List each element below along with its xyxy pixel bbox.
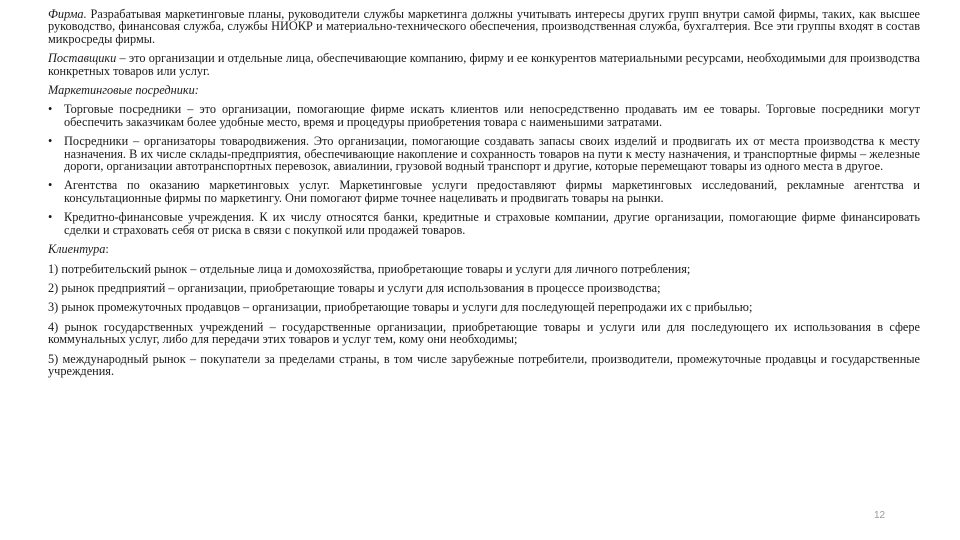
intermediaries-heading: Маркетинговые посредники: xyxy=(48,83,199,98)
bullet-icon: • xyxy=(48,210,53,225)
suppliers-text: – это организации и отдельные лица, обеспечивающие компанию, фирму и ее конкурентов материальными ресурсами, необходимыми для производства конкретных товаров или услуг. xyxy=(48,51,920,78)
clientele-item: 3) рынок промежуточных продавцов – организации, приобретающие товары и услуги для последующей перепродажи их с прибылью; xyxy=(48,300,753,315)
bullet-icon: • xyxy=(48,102,53,117)
intermediary-text: Агентства по оказанию маркетинговых услуг. Маркетинговые услуги предоставляют фирмы маркетинговых исследований, рекламные агентства и консультационные фирмы по маркетингу. Они помогают фирме точнее нацеливать и продвигать товары на рынки. xyxy=(64,178,920,205)
intermediary-item xyxy=(48,179,920,204)
clientele-item: 4) рынок государственных учреждений – государственные организации, приобретающие товары и услуги или для последующего их использования в сфере коммунальных услуг, либо для передачи этих товаров и услуг тем, кому они необходимы; xyxy=(48,319,920,347)
clientele-item: 5) международный рынок – покупатели за пределами страны, в том числе зарубежные потребители, производители, промежуточные продавцы и государственные учреждения. xyxy=(48,351,920,378)
suppliers-lead: Поставщики xyxy=(48,51,117,66)
page-number: 12 xyxy=(874,510,886,521)
intermediary-text: Посредники – организаторы товародвижения. Это организации, помогающие создавать запасы своих изделий и продвигать их от места производства к месту назначения. В их числе склады-предприятия, обеспечивающие накопление и сохранность товаров на пути к месту назначения, и транспортные фирмы – железные дороги, организации автотранспортных перевозок, авиалинии, грузовой водный транспорт и другие, которые перемещают товары из одного места в другое. xyxy=(64,134,920,174)
clientele-heading-colon: : xyxy=(105,242,109,257)
clientele-item: 1) потребительский рынок – отдельные лица и домохозяйства, приобретающие товары и услуги для личного потребления; xyxy=(48,261,691,276)
intermediary-item xyxy=(48,135,920,172)
clientele-heading-text: Клиентура xyxy=(48,242,106,257)
firm-paragraph xyxy=(48,8,920,45)
firm-text: Разрабатывая маркетинговые планы, руководители службы маркетинга должны учитывать интересы других групп внутри самой фирмы, таких, как высшее руководство, финансовая служба, службы НИОКР и материально-технического обеспечения, производственная служба, бухгалтерия. Все эти группы входят в состав микросреды фирмы. xyxy=(48,7,920,46)
clientele-heading xyxy=(48,243,920,255)
clientele-item: 2) рынок предприятий – организации, приобретающие товары и услуги для использования в процессе производства; xyxy=(48,280,661,295)
bullet-icon: • xyxy=(48,178,53,193)
slide-body xyxy=(48,8,920,384)
intermediary-text: Кредитно-финансовые учреждения. К их числу относятся банки, кредитные и страховые компании, другие организации, помогающие фирме финансировать сделки и страховать себя от риска в связи с покупкой или продажей товаров. xyxy=(64,210,920,237)
intermediary-item xyxy=(48,211,920,236)
bullet-icon: • xyxy=(48,134,53,149)
suppliers-paragraph xyxy=(48,52,920,77)
firm-lead: Фирма. xyxy=(48,7,87,21)
intermediary-item xyxy=(48,103,920,128)
intermediary-text: Торговые посредники – это организации, помогающие фирме искать клиентов или непосредственно продавать им ее товары. Торговые посредники могут обеспечить заказчикам более удобные место, время и процедуры приобретения товара с наименьшими затратами. xyxy=(64,102,920,129)
